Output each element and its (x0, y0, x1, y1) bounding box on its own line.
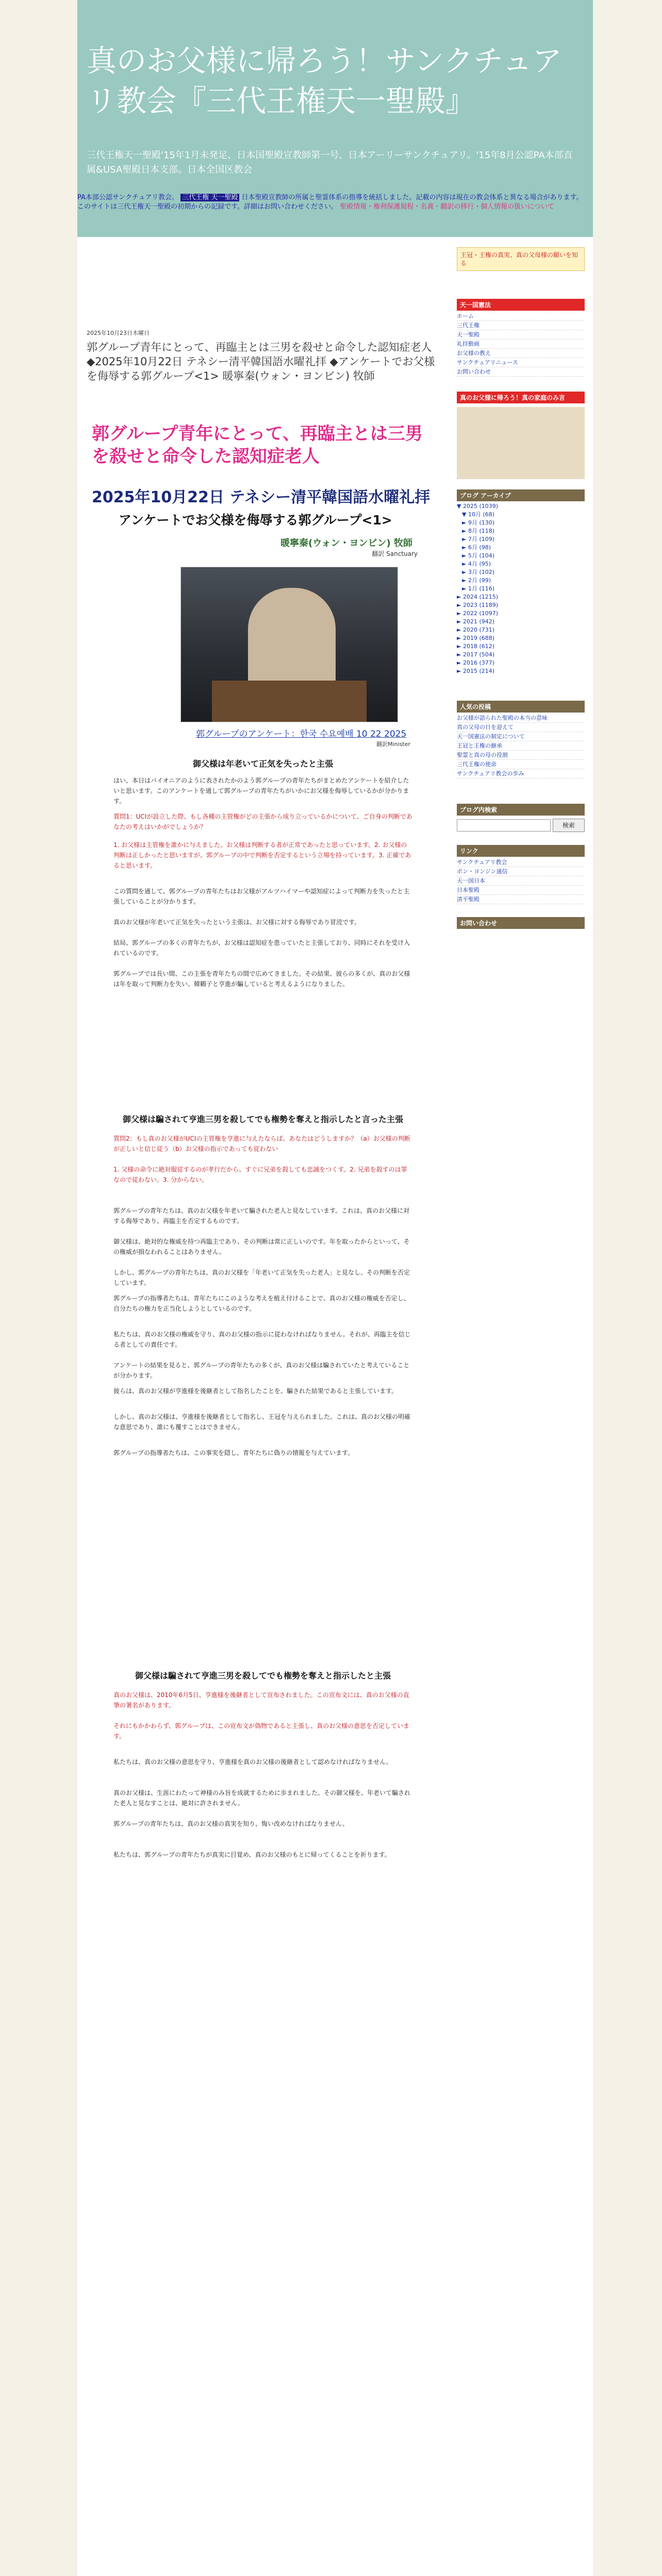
popular-posts (457, 714, 585, 778)
archive-item[interactable]: ► 2023 (1189) (457, 602, 499, 608)
section-heading: 御父様は騙されて亨進三男を殺してでも権勢を奪えと指示したと主張 (135, 1671, 391, 1681)
popular-post[interactable]: サンクチュアリ教会の歩み (457, 769, 585, 778)
archive-item[interactable]: ► 4月 (95) (462, 561, 491, 567)
archive-item[interactable]: ► 2018 (612) (457, 643, 495, 650)
sidebar-link[interactable]: サンクチュアリニュース (457, 358, 585, 367)
paragraph: 御父様は、絶対的な権威を持つ再臨主であり、その判断は常に正しいのです。年を取ったからといって、その権威が損なわれることはありません。 (113, 1238, 410, 1256)
sidebar-link[interactable]: 礼拝動画 (457, 340, 585, 349)
photo-credit: 翻訳Minister (376, 741, 410, 748)
paragraph: 私たちは、真のお父様の意思を守り、亨進様を真のお父様の後継者として認めなければなりません。 (113, 1758, 392, 1766)
paragraph: 1. 父様の命令に絶対服従するのが孝行だから、すぐに兄弟を殺しても忠誠をつくす。2. 兄弟を殺すのは罪なので従わない。3. 分からない。 (113, 1166, 407, 1183)
popular-title: 人気の投稿 (457, 701, 585, 713)
archive-item[interactable]: ► 6月 (98) (462, 544, 491, 551)
paragraph: 郭グループでは長い間、この主張を青年たちの間で広めてきました。その結果、彼らの多くが、真のお父様は年を取って判断力を失い、韓鶴子と亨進が騙していると考えるようになりました。 (113, 970, 410, 988)
paragraph: 質問1：UCIが設立した際、もし各種の主管権がどの主張から成り立っているかについて、ご自身の判断であなたの考えはいかがでしょうか？ (113, 813, 412, 831)
archive-item[interactable]: ► 2020 (731) (457, 626, 495, 633)
paragraph: 真のお父様は、生涯にわたって神様のみ旨を成就するために歩まれました。その御父様を、年老いて騙された老人と見なすことは、絶対に許されません。 (113, 1789, 411, 1807)
sidebar-link[interactable]: お父様の教え (457, 349, 585, 358)
sidebar-links (457, 312, 585, 377)
paragraph: 私たちは、真のお父様の権威を守り、真のお父様の指示に従わなければなりません。それが、再臨主を信じる者としての責任です。 (113, 1331, 411, 1348)
archive-item[interactable]: ► 9月 (130) (462, 519, 495, 526)
archive-item[interactable]: ► 8月 (118) (462, 528, 495, 534)
notice-lead: PA本部公認サンクチュアリ教会。 (77, 194, 179, 201)
paragraph: 1. お父様は主管権を誰かに与えました。お父様は判断する者が正常であったと思っています。2. お父様の判断は正しかったと思いますが、郭グループの中で判断を否定するという立場を持っています。3. 正確であると思います。 (113, 841, 411, 869)
archive-title: ブログ アーカイブ (457, 489, 585, 501)
speaker-figure (248, 588, 336, 696)
archive-item[interactable]: ▼ 10月 (68) (462, 511, 495, 518)
contact-title: お問い合わせ (457, 917, 585, 929)
blog-title[interactable]: 真のお父様に帰ろう！サンクチュアリ教会『三代王権天一聖殿』 (87, 43, 562, 118)
paragraph: 郭グループの青年たちは、真のお父様を年老いて騙された老人と見なしています。これは、真のお父様に対する侮辱であり、再臨主を否定するものです。 (113, 1207, 410, 1225)
date-heading: 2025年10月22日 テネシー清平韓国語水曜礼拝 (92, 488, 431, 506)
search-button[interactable]: 検索 (553, 819, 585, 832)
paragraph: はい、本日はパイオニアのように表されたかのよう郭グループの青年たちがまとめたアンケートを紹介したいと思います。このアンケートを通して郭グループの青年たちがいかにお父様を侮辱しているかが分かります。 (113, 777, 409, 805)
blog-description: 三代王権天一聖殿'15年1月未発足、日本国聖殿宣教師第一号、日本アーリーサンクチュアリ。'15年8月公認PA本部直属&USA聖殿日本支部。日本全国区教会 (87, 150, 573, 175)
paragraph: 真のお父様が年老いて正気を失ったという主張は、お父様に対する侮辱であり冒涜です。 (113, 919, 361, 926)
notice-pink-link[interactable]: 聖殿情報・権利保護規程・名義・翻訳の移行・個人情報の扱いについて (340, 203, 554, 211)
archive-item[interactable]: ► 2015 (214) (457, 668, 495, 674)
post-title[interactable]: 郭グループ青年にとって、再臨主とは三男を殺せと命令した認知症老人◆2025年10月22日 テネシー清平韓国語水曜礼拝 ◆アンケートでお父様を侮辱する郭グループ<1> 暖寧秦(ウォン・ヨンビン) 牧師 (87, 341, 435, 382)
archive-item[interactable]: ▼ 2025 (1039) (457, 503, 499, 510)
popular-post[interactable]: 三代王権の使命 (457, 760, 585, 769)
popular-post[interactable]: お父様が語られた聖殿の本当の意味 (457, 714, 585, 723)
sidebar-link[interactable]: 三代王権 (457, 321, 585, 330)
sidebar-link[interactable]: ホーム (457, 312, 585, 321)
main-column (77, 237, 449, 2576)
podium (212, 681, 367, 722)
search-input[interactable] (457, 819, 551, 832)
sidebar-link[interactable]: 天一聖殿 (457, 330, 585, 340)
sidebar-link[interactable]: お問い合わせ (457, 367, 585, 377)
external-link[interactable]: 天一国日本 (457, 876, 585, 886)
paragraph: 真のお父様は、2010年6月5日、亨進様を後継者として宣布されました。この宣布文には、真のお父様の直筆の署名があります。 (113, 1691, 409, 1709)
popular-post[interactable]: 聖霊と真の母の役割 (457, 751, 585, 760)
popular-post[interactable]: 王冠と王権の継承 (457, 741, 585, 751)
links2-title: リンク (457, 845, 585, 857)
archive-item[interactable]: ► 1月 (116) (462, 585, 495, 592)
popular-post[interactable]: 真の父母の日を迎えて (457, 723, 585, 732)
paragraph: しかし、真のお父様は、亨進様を後継者として指名し、王冠を与えられました。これは、真のお父様の明確な意思であり、誰にも覆すことはできません。 (113, 1413, 411, 1431)
archive-item[interactable]: ► 5月 (104) (462, 552, 495, 559)
paragraph: しかし、郭グループの青年たちは、真のお父様を「年老いて正気を失った老人」と見なし、その判断を否定しています。 (113, 1269, 410, 1286)
archive-item[interactable]: ► 7月 (109) (462, 536, 495, 543)
external-link[interactable]: ポン・ヨンジン通信 (457, 867, 585, 876)
external-link[interactable]: サンクチュアリ教会 (457, 858, 585, 867)
archive-item[interactable]: ► 2024 (1215) (457, 594, 499, 600)
popular-post[interactable]: 天一国憲法の制定について (457, 732, 585, 741)
paragraph: 郭グループの指導者たちは、青年たちにこのような考えを植え付けることで、真のお父様の権威を否定し、自分たちの権力を正当化しようとしているのです。 (113, 1295, 410, 1312)
archive-item[interactable]: ► 2017 (504) (457, 651, 495, 658)
sidebar-notice[interactable]: 王冠・王権の真実、真の父母様の願いを知る (457, 247, 585, 271)
notice-middle: 日本聖殿宣教師の所属と聖霊体系の指導を統括しました。記載の内容は現在の教会体系と異なる場合があります。このサイトは三代王権天一聖殿の初期からの記録です。詳細はお問い合わせください。 (77, 194, 583, 211)
external-links (457, 858, 585, 904)
archive-item[interactable]: ► 2021 (942) (457, 618, 495, 625)
paragraph: アンケートの結果を見ると、郭グループの青年たちの多くが、真のお父様は騙されていたと考えていることが分かります。 (113, 1362, 410, 1379)
paragraph: 質問2：もし真のお父様がUCIの主管権を亨進に与えたならば、あなたはどうしますか？（a）お父様の判断が正しいと信じ従う（b）お父様の指示であっても従わない (113, 1135, 410, 1153)
paragraph: 彼らは、真のお父様が亨進様を後継者として指名したことを、騙された結果であると主張しています。 (113, 1387, 398, 1395)
blog-archive (457, 502, 585, 675)
paragraph: この質問を通して、郭グループの青年たちはお父様がアルツハイマーや認知症によって判断力を失ったと主張していることが分かります。 (113, 888, 410, 905)
sidebar-links-title: 天一国憲法 (457, 299, 585, 311)
external-link[interactable]: 日本聖殿 (457, 886, 585, 895)
post-date: 2025年10月23日木曜日 (87, 330, 150, 336)
paragraph: 郭グループの青年たちは、真のお父様の真実を知り、悔い改めなければなりません。 (113, 1820, 349, 1827)
search-title: ブログ内検索 (457, 804, 585, 816)
youtube-title: 真のお父様に帰ろう！真の家庭のみ言 (457, 392, 585, 403)
external-link[interactable]: 清平聖殿 (457, 895, 585, 904)
section-heading: 御父様は騙されて亨進三男を殺してでも権勢を奪えと指示したと言った主張 (122, 1114, 403, 1124)
paragraph: それにもかかわらず、郭グループは、この宣布文が偽物であると主張し、真のお父様の意思を否定しています。 (113, 1722, 410, 1740)
translator-caption: 翻訳 Sanctuary (372, 550, 418, 557)
section-heading: 御父様は年老いて正気を失ったと主張 (192, 759, 333, 769)
sidebar (449, 237, 593, 2576)
archive-item[interactable]: ► 2016 (377) (457, 659, 495, 666)
sub-heading: アンケートでお父様を侮辱する郭グループ<1> (119, 513, 392, 528)
archive-item[interactable]: ► 3月 (102) (462, 569, 495, 575)
photo-link[interactable]: 郭グループのアンケート：한국 수요예배 10 22 2025 (196, 729, 407, 739)
paragraph: 私たちは、郭グループの青年たちが真実に目覚め、真のお父様のもとに帰ってくることを祈ります。 (113, 1851, 391, 1858)
archive-item[interactable]: ► 2019 (688) (457, 635, 495, 641)
paragraph: 結局、郭グループの多くの青年たちが、お父様は認知症を患っていたと主張しており、同時にそれを受け入れているのです。 (113, 939, 410, 957)
archive-item[interactable]: ► 2月 (99) (462, 577, 491, 584)
notice-boxed: 三代王権 天一聖殿 (180, 194, 239, 201)
paragraph: 郭グループの指導者たちは、この事実を隠し、青年たちに偽りの情報を与えています。 (113, 1449, 354, 1456)
sermon-photo (180, 567, 398, 722)
header-notice (77, 193, 588, 212)
archive-item[interactable]: ► 2022 (1097) (457, 610, 499, 617)
youtube-thumbnail[interactable] (457, 407, 585, 479)
big-heading: 郭グループ青年にとって、再臨主とは三男を殺せと命令した認知症老人 (92, 423, 423, 467)
speaker-caption: 暖寧秦(ウォン・ヨンビン) 牧師 (280, 538, 412, 549)
